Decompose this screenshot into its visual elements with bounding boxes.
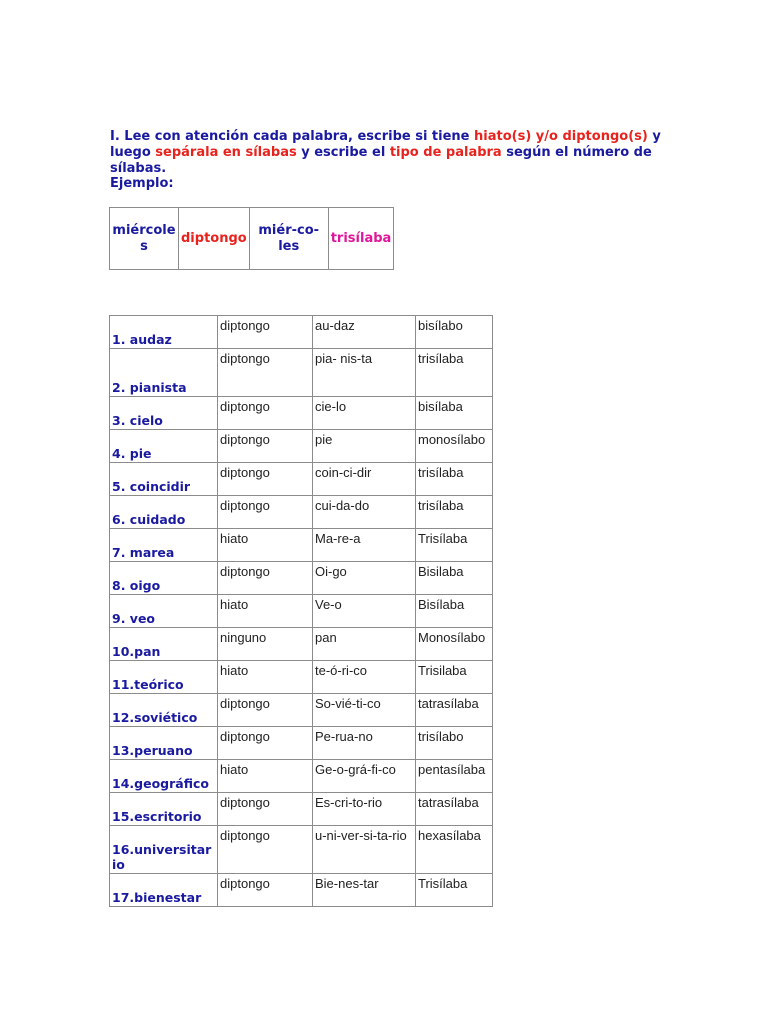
word-cell: 16.universitario [110,826,218,874]
instructions-highlight-hiato-diptongo: hiato(s) y/o diptongo(s) [474,129,648,144]
words-table [109,315,493,907]
syllable-class-cell: trisílabo [416,727,493,760]
syllable-class-cell: trisílaba [416,496,493,529]
syllable-split-cell: pia- nis-ta [313,349,416,397]
example-label: Ejemplo: [110,176,174,191]
type-cell: ninguno [218,628,313,661]
table-row [110,316,493,349]
syllable-split-cell: coin-ci-dir [313,463,416,496]
example-word: miércoles [110,208,179,270]
word-cell: 9. veo [110,595,218,628]
syllable-split-cell: Ge-o-grá-fi-co [313,760,416,793]
word-cell: 12.soviético [110,694,218,727]
syllable-class-cell: monosílabo [416,430,493,463]
word-cell: 8. oigo [110,562,218,595]
type-cell: hiato [218,760,313,793]
syllable-split-cell: pan [313,628,416,661]
word-cell: 11.teórico [110,661,218,694]
instructions-highlight-separala: sepárala en sílabas [155,145,297,160]
syllable-split-cell: cie-lo [313,397,416,430]
syllable-split-cell: au-daz [313,316,416,349]
syllable-class-cell: Bisílaba [416,595,493,628]
table-row [110,874,493,907]
instructions-text-2: y luego [110,129,661,160]
syllable-class-cell: Trisílaba [416,874,493,907]
type-cell: hiato [218,595,313,628]
syllable-class-cell: Monosílabo [416,628,493,661]
word-cell: 5. coincidir [110,463,218,496]
word-cell: 13.peruano [110,727,218,760]
instructions-text-1: I. Lee con atención cada palabra, escribe si tiene [110,129,475,144]
syllable-split-cell: Es-cri-to-rio [313,793,416,826]
syllable-split-cell: Oi-go [313,562,416,595]
word-cell: 6. cuidado [110,496,218,529]
syllable-split-cell: pie [313,430,416,463]
table-row [110,496,493,529]
instructions-highlight-tipo: tipo de palabra [389,145,502,160]
example-class: trisílaba [328,208,394,270]
type-cell: diptongo [218,349,313,397]
syllable-class-cell: Bisilaba [416,562,493,595]
type-cell: diptongo [218,826,313,874]
syllable-split-cell: te-ó-ri-co [313,661,416,694]
word-cell: 4. pie [110,430,218,463]
table-row [110,826,493,874]
word-cell: 15.escritorio [110,793,218,826]
syllable-class-cell: bisílaba [416,397,493,430]
table-row [110,727,493,760]
word-cell: 14.geográfico [110,760,218,793]
table-row [110,463,493,496]
type-cell: diptongo [218,316,313,349]
syllable-class-cell: Trisílaba [416,529,493,562]
type-cell: diptongo [218,397,313,430]
table-row [110,529,493,562]
type-cell: diptongo [218,727,313,760]
type-cell: diptongo [218,463,313,496]
syllable-split-cell: cui-da-do [313,496,416,529]
table-row [110,694,493,727]
syllable-class-cell: tatrasílaba [416,694,493,727]
instructions-text-3: y escribe el [296,145,390,160]
type-cell: diptongo [218,793,313,826]
example-row [110,208,394,270]
syllable-class-cell: Trisilaba [416,661,493,694]
type-cell: hiato [218,529,313,562]
instructions [110,129,670,177]
syllable-split-cell: So-vié-ti-co [313,694,416,727]
table-row [110,793,493,826]
type-cell: diptongo [218,496,313,529]
word-cell: 10.pan [110,628,218,661]
syllable-class-cell: pentasílaba [416,760,493,793]
syllable-class-cell: hexasílaba [416,826,493,874]
syllable-class-cell: tatrasílaba [416,793,493,826]
type-cell: diptongo [218,430,313,463]
type-cell: diptongo [218,562,313,595]
syllable-class-cell: trisílaba [416,349,493,397]
word-cell: 2. pianista [110,349,218,397]
table-row [110,430,493,463]
table-row [110,760,493,793]
syllable-split-cell: Ve-o [313,595,416,628]
table-row [110,349,493,397]
table-row [110,595,493,628]
example-type: diptongo [179,208,250,270]
syllable-split-cell: Ma-re-a [313,529,416,562]
type-cell: hiato [218,661,313,694]
syllable-split-cell: Bie-nes-tar [313,874,416,907]
syllable-split-cell: Pe-rua-no [313,727,416,760]
example-split: miér-co-les [249,208,328,270]
table-row [110,661,493,694]
word-cell: 7. marea [110,529,218,562]
table-row [110,397,493,430]
syllable-split-cell: u-ni-ver-si-ta-rio [313,826,416,874]
type-cell: diptongo [218,694,313,727]
word-cell: 3. cielo [110,397,218,430]
type-cell: diptongo [218,874,313,907]
syllable-class-cell: trisílaba [416,463,493,496]
word-cell: 17.bienestar [110,874,218,907]
table-row [110,628,493,661]
word-cell: 1. audaz [110,316,218,349]
table-row [110,562,493,595]
example-table [109,207,394,270]
instructions-text-4: según el número de sílabas. [110,145,652,176]
syllable-class-cell: bisílabo [416,316,493,349]
